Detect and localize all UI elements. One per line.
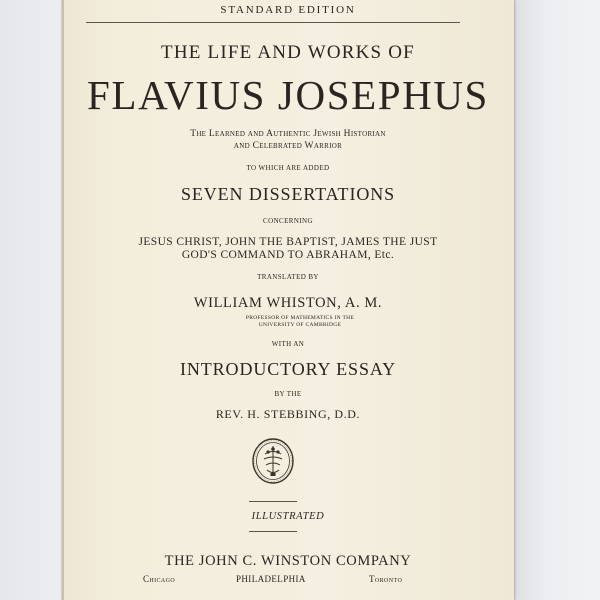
background-right — [512, 0, 600, 600]
city-toronto: Toronto — [369, 574, 403, 584]
credential-line-1: PROFESSOR OF MATHEMATICS IN THE — [245, 315, 355, 321]
ornament-rule-upper — [249, 501, 297, 502]
subtitle — [62, 128, 514, 152]
translator-credential — [150, 315, 450, 329]
subtitle-line-2: and Celebrated Warrior — [233, 141, 343, 151]
city-chicago: Chicago — [143, 574, 176, 584]
top-rule — [86, 22, 460, 23]
subtitle-line-1: The Learned and Authentic Jewish Historian — [190, 129, 386, 139]
by-the-label: BY THE — [274, 390, 302, 398]
publisher-seal-icon — [251, 437, 295, 485]
publisher-name: THE JOHN C. WINSTON COMPANY — [164, 553, 412, 569]
book-title: FLAVIUS JOSEPHUS — [87, 72, 489, 118]
dissertations-heading: SEVEN DISSERTATIONS — [180, 184, 396, 204]
essay-author: REV. H. STEBBING, D.D. — [215, 407, 361, 421]
publisher-cities — [0, 574, 600, 588]
ornament-rule-lower — [249, 531, 297, 532]
additions-intro: TO WHICH ARE ADDED — [246, 164, 330, 172]
with-an-label: WITH AN — [271, 340, 305, 348]
illustrated-label: ILLUSTRATED — [251, 511, 325, 522]
background-left — [0, 0, 64, 600]
credential-line-2: UNIVERSITY OF CAMBRIDGE — [258, 322, 342, 328]
title-preamble: THE LIFE AND WORKS OF — [161, 42, 415, 63]
topics-line-1: JESUS CHRIST, JOHN THE BAPTIST, JAMES THE JUST — [138, 236, 438, 248]
dissertation-topics — [62, 236, 514, 262]
city-philadelphia: PHILADELPHIA — [236, 574, 306, 584]
edition-label: STANDARD EDITION — [220, 4, 356, 16]
concerning-label: CONCERNING — [263, 217, 313, 225]
essay-heading: INTRODUCTORY ESSAY — [179, 359, 397, 379]
topics-line-2: GOD'S COMMAND TO ABRAHAM, Etc. — [181, 249, 395, 261]
translator-name: WILLIAM WHISTON, A. M. — [193, 295, 383, 311]
translated-by-label: TRANSLATED BY — [257, 273, 319, 281]
